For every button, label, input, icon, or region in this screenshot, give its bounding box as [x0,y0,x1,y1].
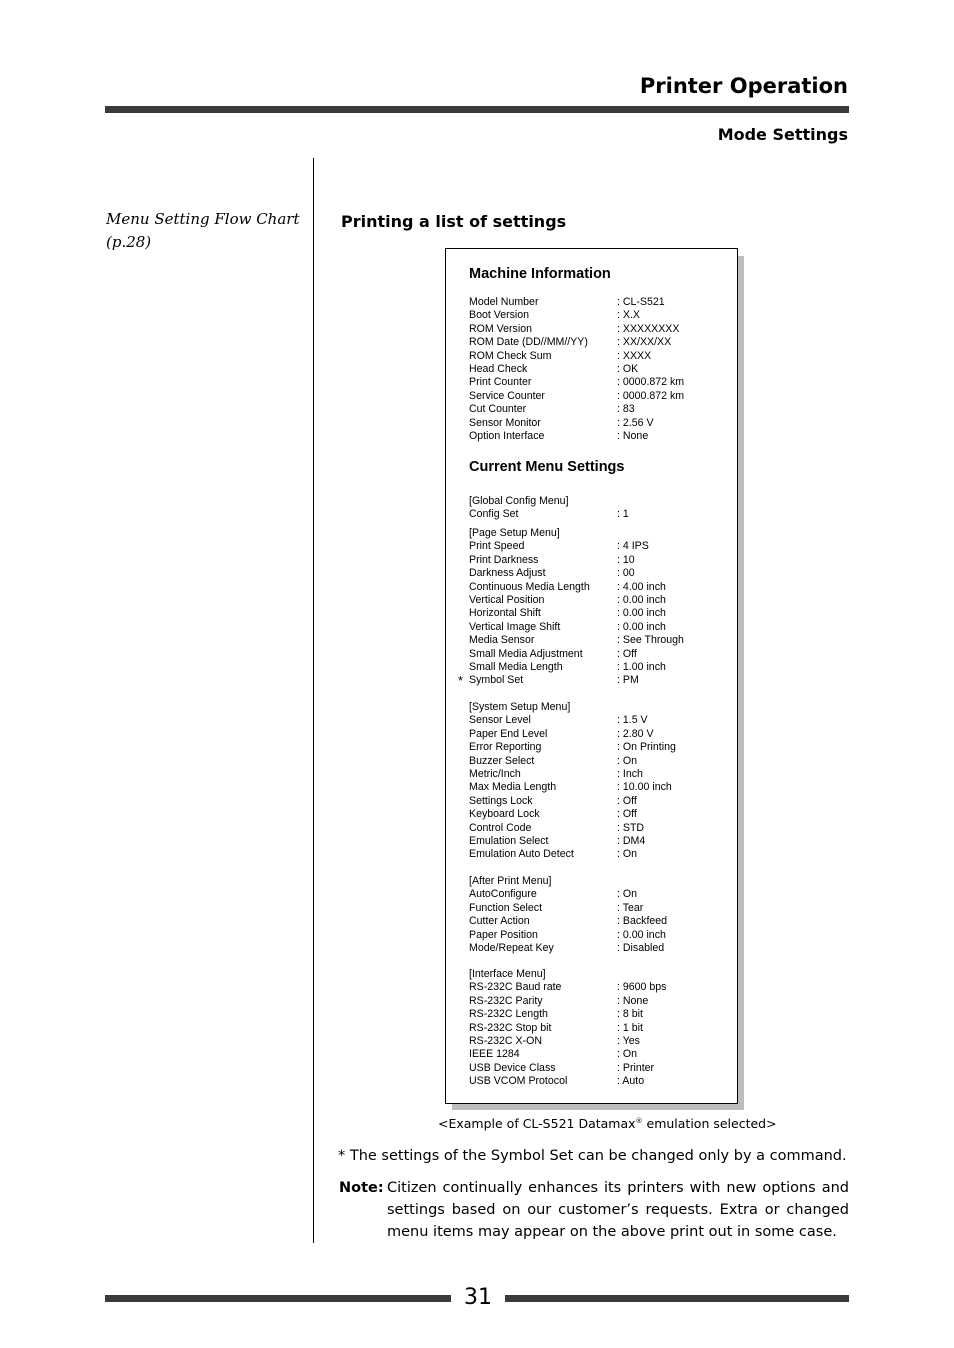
setting-row [469,540,684,553]
caption-text: <Example of CL-S521 Datamax [438,1116,636,1131]
setting-key: Option Interface [469,429,545,442]
setting-value: : Off [617,808,637,821]
setting-row [469,648,684,661]
setting-value: : 2.80 V [617,727,654,740]
setting-row [469,350,684,363]
setting-key: [Page Setup Menu] [469,527,560,539]
setting-row [469,1035,666,1048]
setting-value: : On [617,754,638,767]
setting-row [469,323,684,336]
setting-value: : 0000.872 km [617,389,685,402]
setting-key: RS-232C Baud rate [469,981,562,994]
setting-value: : 0.00 inch [617,607,666,620]
note-block [339,1177,849,1243]
setting-value: : 0.00 inch [617,928,666,941]
setting-row [469,701,676,714]
setting-key: Head Check [469,362,528,375]
registered-mark: ® [635,1116,643,1125]
setting-key: Error Reporting [469,741,542,754]
setting-row [469,403,684,416]
setting-value: : Printer [617,1061,655,1074]
setting-row [469,822,676,835]
setting-key: Emulation Select [469,834,549,847]
setting-row [469,728,676,741]
setting-row [469,755,676,768]
setting-row [469,554,684,567]
setting-row [469,915,667,928]
setting-key: USB Device Class [469,1061,556,1074]
column-divider [313,158,314,1243]
setting-value: : Backfeed [617,915,668,928]
setting-value: : 0.00 inch [617,620,666,633]
setting-value: : On [617,1048,638,1061]
setting-value: : 0000.872 km [617,376,685,389]
setting-key: [Interface Menu] [469,968,546,980]
setting-value: : 00 [617,567,635,580]
subsection-heading: Printing a list of settings [341,212,567,231]
caption-text-end: emulation selected> [642,1116,777,1131]
machine-info-list [469,296,684,443]
printout-caption [438,1116,777,1131]
setting-value: : OK [617,362,639,375]
setting-value: : Yes [617,1034,640,1047]
setting-key: Print Counter [469,376,532,389]
setting-value: : Off [617,647,637,660]
setting-row [469,875,667,888]
setting-key: Paper End Level [469,727,548,740]
setting-value: : 10 [617,553,635,566]
setting-row [469,1062,666,1075]
setting-row [469,808,676,821]
setting-key: Control Code [469,821,532,834]
setting-row [469,1008,666,1021]
setting-value: : 4.00 inch [617,580,666,593]
interface-list [469,968,666,1089]
settings-printout [445,248,738,1104]
setting-key: Settings Lock [469,794,533,807]
setting-key: Paper Position [469,928,538,941]
setting-key: USB VCOM Protocol [469,1075,568,1088]
setting-key: ROM Version [469,322,532,335]
setting-row [469,594,684,607]
setting-key: Max Media Length [469,781,557,794]
setting-row [469,674,684,687]
header-rule [105,106,849,113]
side-reference-line1: Menu Setting Flow Chart [106,210,300,228]
setting-key: RS-232C X-ON [469,1034,542,1047]
note-text: Citizen continually enhances its printers with new options and settings based on our customer’s requests. Extra or changed menu items may appear on the above print out in some case. [387,1180,849,1240]
setting-key: Media Sensor [469,634,535,647]
setting-key: Vertical Position [469,593,545,606]
setting-value: : DM4 [617,834,646,847]
setting-key: ROM Date (DD//MM//YY) [469,336,588,349]
setting-value: : XXXXXXXX [617,322,680,335]
setting-value: : On Printing [617,741,676,754]
setting-key: RS-232C Length [469,1008,548,1021]
setting-key: Buzzer Select [469,754,535,767]
setting-key: IEEE 1284 [469,1048,520,1061]
setting-row [469,741,676,754]
setting-value: : 9600 bps [617,981,667,994]
setting-key: Keyboard Lock [469,808,540,821]
setting-value: : None [617,994,649,1007]
setting-key: Horizontal Shift [469,607,541,620]
setting-row [469,508,629,521]
setting-row [469,336,684,349]
setting-key: Continuous Media Length [469,580,590,593]
setting-key: Cutter Action [469,915,530,928]
setting-key: Small Media Length [469,660,563,673]
footer-rule-right [505,1295,849,1302]
setting-row [469,942,667,955]
setting-row [469,363,684,376]
setting-key: Model Number [469,296,539,308]
setting-row [469,848,676,861]
setting-value: : Auto [617,1075,645,1088]
symbol-set-asterisk: * [458,673,464,688]
setting-value: : 10.00 inch [617,781,672,794]
footer-rule-left [105,1295,451,1302]
setting-row [469,968,666,981]
setting-value: : 4 IPS [617,540,649,553]
setting-row [469,1048,666,1061]
setting-key: AutoConfigure [469,888,537,901]
setting-key: Emulation Auto Detect [469,848,574,861]
setting-key: Vertical Image Shift [469,620,561,633]
setting-row [469,888,667,901]
header-title: Printer Operation [639,74,848,98]
footnote: * The settings of the Symbol Set can be changed only by a command. [338,1148,847,1164]
after-print-list [469,875,667,955]
menu-settings-title: Current Menu Settings [469,459,625,475]
setting-row [469,309,684,322]
setting-key: Boot Version [469,309,530,322]
setting-row [469,607,684,620]
note-label: Note: [339,1180,384,1196]
setting-row [469,929,667,942]
setting-key: ROM Check Sum [469,349,552,362]
setting-key: [After Print Menu] [469,875,552,887]
setting-key: Metric/Inch [469,767,521,780]
setting-value: : On [617,848,638,861]
setting-value: : 8 bit [617,1008,643,1021]
setting-value: : PM [617,674,639,687]
setting-row [469,390,684,403]
setting-value: : X.X [617,309,640,322]
setting-row [469,768,676,781]
system-setup-list [469,701,676,862]
side-reference-line2: (p.28) [106,233,152,251]
setting-key: RS-232C Parity [469,994,543,1007]
setting-row [469,1022,666,1035]
setting-value: : 1.00 inch [617,660,666,673]
setting-value: : None [617,429,649,442]
setting-row [469,581,684,594]
setting-value: : 1.5 V [617,714,648,727]
setting-key: Print Speed [469,540,525,553]
setting-value: : 1 bit [617,1021,643,1034]
setting-value: : 1 [617,508,629,521]
setting-row [469,621,684,634]
setting-key: Config Set [469,508,519,521]
page-number: 31 [464,1285,492,1310]
setting-row [469,995,666,1008]
setting-value: : See Through [617,634,684,647]
setting-row [469,567,684,580]
setting-row [469,1075,666,1088]
setting-row [469,634,684,647]
setting-value: : On [617,888,638,901]
setting-key: Mode/Repeat Key [469,941,554,954]
setting-key: [Global Config Menu] [469,495,569,507]
setting-key: Sensor Level [469,714,531,727]
setting-row [469,430,684,443]
setting-key: RS-232C Stop bit [469,1021,552,1034]
setting-row [469,376,684,389]
setting-row [469,795,676,808]
setting-value: : 83 [617,403,635,416]
setting-row [469,296,684,309]
setting-row [469,835,676,848]
global-config-list [469,495,629,522]
setting-value: : 0.00 inch [617,593,666,606]
setting-value: : Off [617,794,637,807]
setting-value: : STD [617,821,645,834]
setting-row [469,661,684,674]
setting-row [469,495,629,508]
setting-key: Darkness Adjust [469,567,546,580]
section-title: Mode Settings [717,125,848,144]
setting-key: Function Select [469,901,543,914]
setting-row [469,981,666,994]
machine-info-title: Machine Information [469,266,611,282]
setting-value: : CL-S521 [617,296,665,308]
setting-value: : Tear [617,901,644,914]
setting-row [469,902,667,915]
setting-key: Sensor Monitor [469,416,541,429]
setting-value: : Inch [617,767,643,780]
setting-value: : 2.56 V [617,416,654,429]
setting-row [469,417,684,430]
page-setup-list [469,527,684,688]
setting-value: : XXXX [617,349,652,362]
setting-key: Cut Counter [469,403,527,416]
setting-row [469,527,684,540]
setting-key: [System Setup Menu] [469,701,571,713]
setting-row [469,714,676,727]
setting-key: Small Media Adjustment [469,647,583,660]
setting-row [469,781,676,794]
setting-key: Print Darkness [469,553,539,566]
setting-key: Service Counter [469,389,545,402]
setting-key: Symbol Set [469,674,524,687]
side-reference [106,208,299,254]
setting-value: : Disabled [617,941,665,954]
setting-value: : XX/XX/XX [617,336,672,349]
